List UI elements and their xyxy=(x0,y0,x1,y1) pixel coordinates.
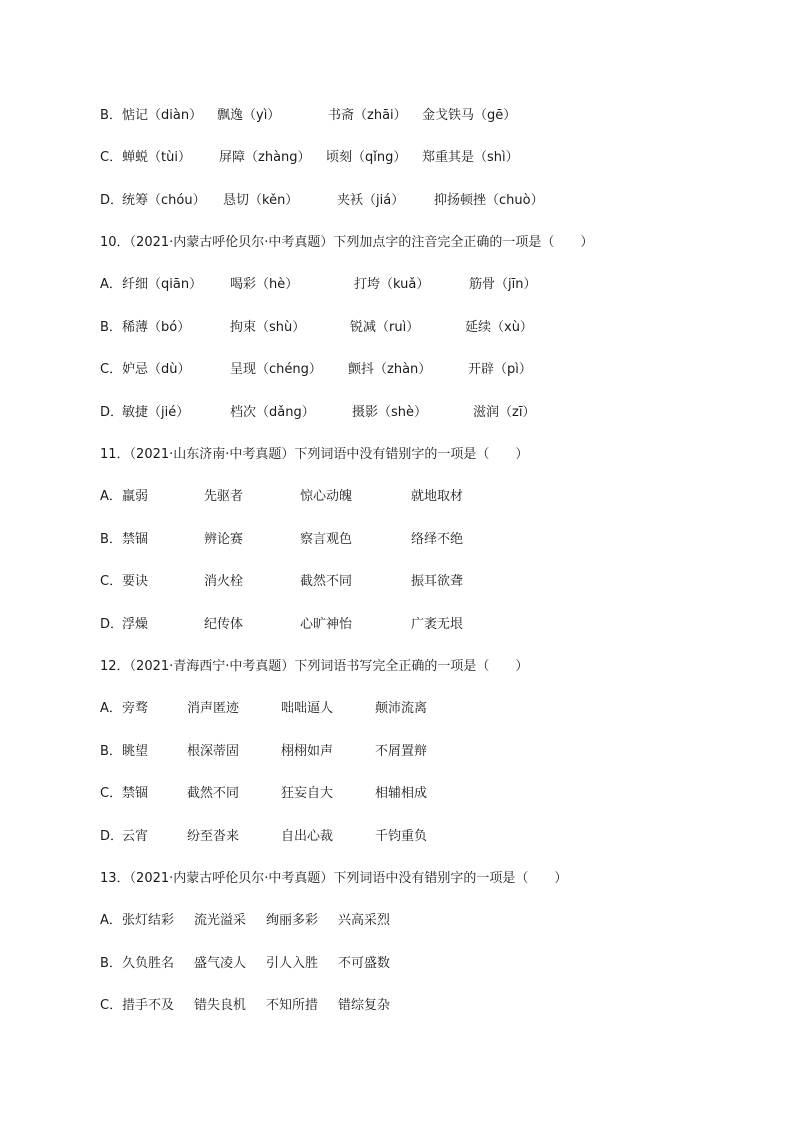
question-stem: 11．（2021·山东济南·中考真题）下列词语中没有错别字的一项是（ ） xyxy=(100,447,529,462)
option-item: 锐减（ruì） xyxy=(350,320,420,335)
option-item: 抑扬顿挫（chuò） xyxy=(434,193,544,208)
option-item: 自出心裁 xyxy=(281,829,334,844)
option-item: 张灯结彩 xyxy=(122,913,175,928)
question-stem: 10．（2021·内蒙古呼伦贝尔·中考真题）下列加点字的注音完全正确的一项是（ ） xyxy=(100,235,594,250)
option-item: 纪传体 xyxy=(204,617,244,632)
option-item: 呈现（chéng） xyxy=(230,362,322,377)
option-item: 旁骛 xyxy=(122,701,149,716)
option-label: B． xyxy=(100,320,122,335)
option-item: 延续（xù） xyxy=(465,320,533,335)
option-label: D． xyxy=(100,829,124,844)
option-item: 察言观色 xyxy=(300,532,353,547)
option-item: 惦记（diàn） xyxy=(122,108,203,123)
option-item: 羸弱 xyxy=(122,489,149,504)
option-item: 措手不及 xyxy=(122,998,175,1013)
option-item: 浮燥 xyxy=(122,617,149,632)
option-item: 不屑置辩 xyxy=(375,744,428,759)
option-item: 辨论赛 xyxy=(204,532,244,547)
option-label: D． xyxy=(100,617,124,632)
option-item: 不知所措 xyxy=(266,998,319,1013)
option-item: 要诀 xyxy=(122,574,149,589)
option-item: 千钧重负 xyxy=(375,829,428,844)
option-item: 心旷神怡 xyxy=(300,617,353,632)
option-item: 打垮（kuǎ） xyxy=(354,277,430,292)
option-item: 书斋（zhāi） xyxy=(328,108,407,123)
option-item: 滋润（zī） xyxy=(473,405,536,420)
option-item: 消声匿迹 xyxy=(187,701,240,716)
option-item: 流光溢采 xyxy=(194,913,247,928)
option-item: 禁锢 xyxy=(122,786,149,801)
option-item: 禁锢 xyxy=(122,532,149,547)
option-label: B． xyxy=(100,744,122,759)
option-item: 狂妄自大 xyxy=(281,786,334,801)
option-item: 郑重其是（shì） xyxy=(422,150,519,165)
option-label: C． xyxy=(100,574,123,589)
option-item: 相辅相成 xyxy=(375,786,428,801)
option-label: D． xyxy=(100,405,124,420)
option-item: 振耳欲聋 xyxy=(411,574,464,589)
option-item: 就地取材 xyxy=(411,489,464,504)
option-item: 纷至沓来 xyxy=(187,829,240,844)
option-item: 恳切（kěn） xyxy=(223,193,299,208)
option-label: C． xyxy=(100,150,123,165)
option-item: 飘逸（yì） xyxy=(217,108,281,123)
option-label: C． xyxy=(100,362,123,377)
option-label: C． xyxy=(100,998,123,1013)
option-item: 久负胜名 xyxy=(122,956,175,971)
option-label: A． xyxy=(100,701,122,716)
option-item: 络绎不绝 xyxy=(411,532,464,547)
option-item: 蝉蜕（tùi） xyxy=(122,150,191,165)
option-label: A． xyxy=(100,489,122,504)
option-item: 引人入胜 xyxy=(266,956,319,971)
option-label: A． xyxy=(100,913,122,928)
option-label: D． xyxy=(100,193,124,208)
option-item: 金戈铁马（gē） xyxy=(422,108,517,123)
option-item: 摄影（shè） xyxy=(352,405,428,420)
option-item: 顷刻（qǐng） xyxy=(326,150,407,165)
option-item: 广袤无垠 xyxy=(411,617,464,632)
option-label: A． xyxy=(100,277,122,292)
option-item: 筋骨（jīn） xyxy=(469,277,537,292)
option-item: 统筹（chóu） xyxy=(122,193,206,208)
option-item: 咄咄逼人 xyxy=(281,701,334,716)
option-item: 截然不同 xyxy=(187,786,240,801)
option-item: 错失良机 xyxy=(194,998,247,1013)
option-item: 档次（dǎng） xyxy=(230,405,315,420)
option-item: 先驱者 xyxy=(204,489,244,504)
option-item: 颤抖（zhàn） xyxy=(348,362,432,377)
option-item: 眺望 xyxy=(122,744,149,759)
option-item: 喝彩（hè） xyxy=(230,277,299,292)
option-item: 敏捷（jié） xyxy=(122,405,190,420)
option-item: 纤细（qiān） xyxy=(122,277,203,292)
option-item: 稀薄（bó） xyxy=(122,320,191,335)
option-item: 错综复杂 xyxy=(338,998,391,1013)
option-item: 开辟（pì） xyxy=(468,362,532,377)
option-label: C． xyxy=(100,786,123,801)
option-item: 惊心动魄 xyxy=(300,489,353,504)
option-item: 栩栩如声 xyxy=(281,744,334,759)
option-item: 颠沛流离 xyxy=(375,701,428,716)
option-label: B． xyxy=(100,108,122,123)
option-item: 兴高采烈 xyxy=(338,913,391,928)
option-item: 拘束（shù） xyxy=(230,320,306,335)
question-stem: 12．（2021·青海西宁·中考真题）下列词语书写完全正确的一项是（ ） xyxy=(100,659,529,674)
question-stem: 13．（2021·内蒙古呼伦贝尔·中考真题）下列词语中没有错别字的一项是（ ） xyxy=(100,871,568,886)
option-item: 消火栓 xyxy=(204,574,244,589)
option-label: B． xyxy=(100,532,122,547)
option-item: 盛气凌人 xyxy=(194,956,247,971)
option-item: 夹袄（jiá） xyxy=(337,193,405,208)
option-item: 屏障（zhàng） xyxy=(219,150,311,165)
option-item: 截然不同 xyxy=(300,574,353,589)
option-item: 云宵 xyxy=(122,829,149,844)
option-item: 妒忌（dù） xyxy=(122,362,191,377)
option-label: B． xyxy=(100,956,122,971)
option-item: 绚丽多彩 xyxy=(266,913,319,928)
option-item: 不可盛数 xyxy=(338,956,391,971)
option-item: 根深蒂固 xyxy=(187,744,240,759)
